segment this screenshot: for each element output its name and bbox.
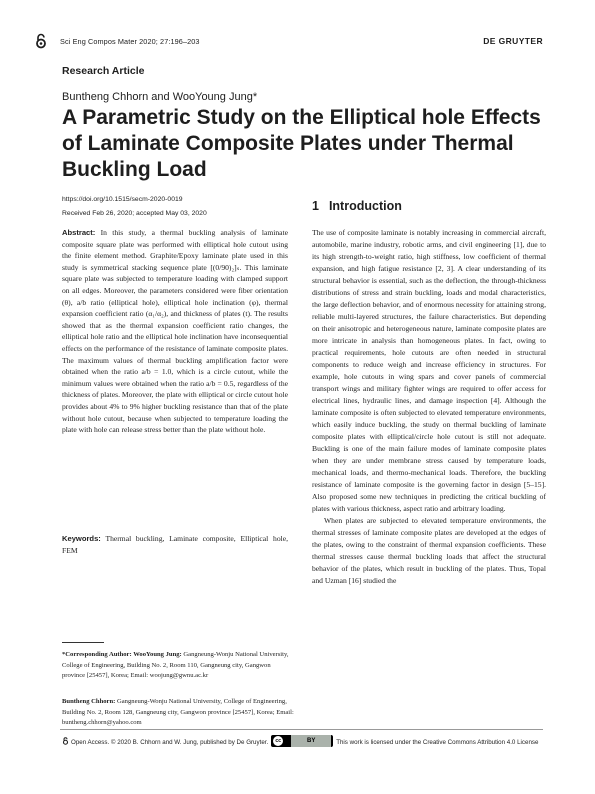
license-text: This work is licensed under the Creative Commons Attribution 4.0 License [336,739,539,746]
second-author-note [62,697,294,729]
license-badge-label: BY [291,735,331,747]
paper-title: A Parametric Study on the Elliptical hole Effects of Laminate Composite Plates under Thermal Buckling Load [62,106,541,181]
doi-link[interactable]: https://doi.org/10.1515/secm-2020-0019 [62,196,183,203]
abstract-label: Abstract: [62,228,96,237]
received-dates: Received Feb 26, 2020; accepted May 03, 2020 [62,210,207,217]
section-number: 1 [312,199,319,213]
author-list: Buntheng Chhorn and WooYoung Jung* [62,91,258,103]
body-paragraph: When plates are subjected to elevated temperature environments, the thermal stresses of laminate composite plates are developed at the edges of the plates, owing to the constraint of thermal expansion coefficients. These thermal stresses cause thermal buckling loads that affect the structural behavior of the plates, which result in buckling of the plates. Thus, Topal and Uzman [16] studied the [312,516,546,585]
introduction-body [312,227,546,587]
keywords-text: Thermal buckling, Laminate composite, Elliptical hole, FEM [62,534,289,555]
second-author-label: Buntheng Chhorn: [62,698,116,705]
open-access-label: Open Access. [71,739,110,746]
section-heading [312,199,402,213]
creative-commons-icon[interactable]: cc BY [271,735,333,747]
section-title: Introduction [328,199,402,213]
body-paragraph: The use of composite laminate is notably increasing in commercial aircraft, automobile, marine industry, robotic arms, and civil engineering [1], due to its high strength-to-weight ratio, high stiffness, low coefficient of thermal expansion, and high fatigue resistance [2, 3]. A clear understanding of its structural behavior is essential, such as the deflection, the through-thickness distributions of stress and strain buckling, loads and modal characteristics, the large deflection behavior, and of enormous necessity for attaining strong, reliable multi-layered structures, the failure characteristics. But depending on their anisotropic and heterogeneous nature, laminate composite plates are more intricate in analysis than homogeneous plates. In fact, owing to practical requirements, hole cutouts are often needed in structural components to reduce weigh and increase efficiency in structures. For example, hole cutouts in wing spars and cover panels of commercial transport wings and military fighter wings are required to offer access for electrical lines, hydraulic lines, and damage inspection [4]. Although the laminate composite is often subjected to elevated temperature environments, which easily induce buckling, the study on thermal buckling of laminate composite plates with elliptical/circle hole cutout is still not adequate. Buckling is one of the main failure modes of laminate composite plates when they are under membrane stress caused by temperature loads, mechanical loads, and thermo-mechanical loads. Therefore, the buckling resistance of laminate composite is the governing factor in design [5–15]. Also proposed some new techniques in predicting the critical buckling of plates with various thickness, aspect ratio and arbitrary loading. [312,228,546,513]
keywords [62,533,288,556]
open-access-icon [62,737,69,745]
journal-citation: Sci Eng Compos Mater 2020; 27:196–203 [60,37,200,46]
corresponding-author-note [62,650,294,682]
second-author-text: Gangneung-Wonju National University, College of Engineering, Building No. 2, Room 128, Gangneung city, Gangwon province [25457], Korea; Email: buntheng.chhorn@yahoo.com [62,698,294,727]
license-footer [62,735,540,747]
corresponding-author-label: *Corresponding Author: WooYoung Jung: [62,651,182,658]
corresponding-author-text: Gangneung-Wonju National University, College of Engineering, Building No. 2, Room 110, Gangneung city, Gangwon province [25457], Korea; Email: woojung@gwnu.ac.kr [62,651,289,680]
abstract-text: In this study, a thermal buckling analysis of laminate composite square plate was performed with elliptical hole cutout using the finite element method. Graphite/Epoxy laminate plate used in this study is symmetrical stacking sequence plate [(0/90)₂]ₛ. This laminate square plate was subjected to temperature loading with clamped support on all edges. Moreover, the parameters considered were fiber orientation (θ), a/b ratio (elliptical hole), elliptical hole inclination (φ), thermal expansion coefficient ratio (α₁/α₂), and thickness of plates (t). The results showed that as the thermal expansion coefficient ratio changes, the elliptical hole ratio and the elliptical hole inclination have inconsequential effects on the performance of the resistance of laminate composite plates. The maximum values of thermal buckling amplification factor were obtained when the ratio a/b = 1.0, which is a circle cutout, while the minimum values were obtained when the ratio a/b = 0.5, regardless of the thickness of plates. Moreover, the plate with elliptical or circle cutout hole provides about 4% to 9% higher buckling resistance than that of the plate without hole cutout, because when subjected to temperature loading the plate with hole can release stress better than the plate without hole. [62,228,289,435]
footer-divider [60,729,543,730]
copyright-text: © 2020 B. Chhorn and W. Jung, published by De Gruyter. [110,739,269,746]
open-access-icon [34,33,48,49]
keywords-label: Keywords: [62,534,101,543]
footnote-divider [62,642,104,643]
publisher-name: DE GRUYTER [483,36,543,46]
abstract [62,227,288,436]
article-type: Research Article [62,65,145,77]
